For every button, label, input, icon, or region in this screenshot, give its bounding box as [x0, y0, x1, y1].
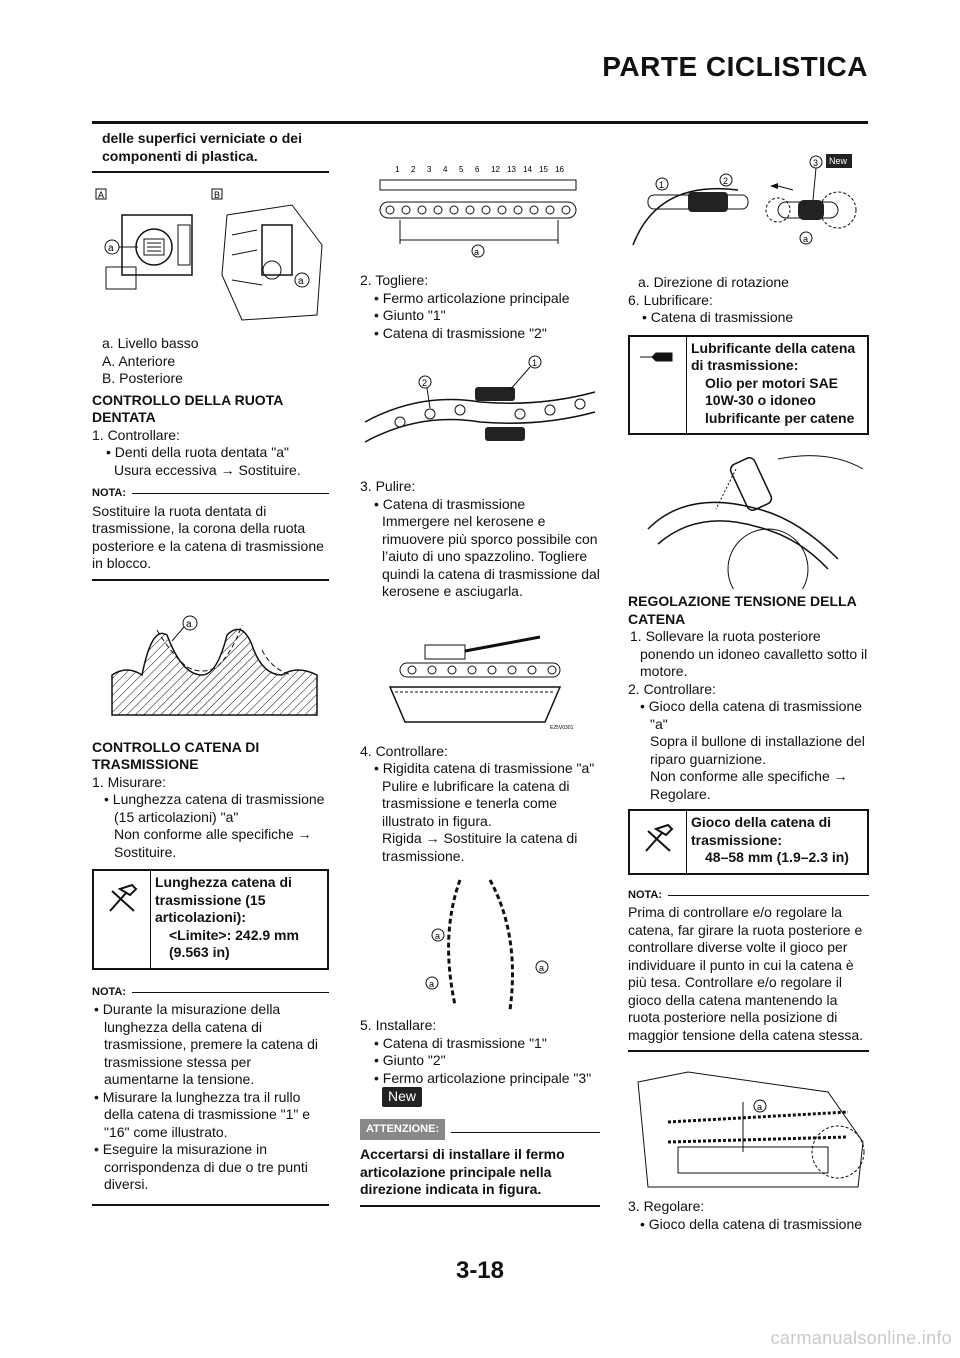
- bullet: • Rigidita catena di trasmissione "a": [374, 760, 595, 776]
- oil-can-icon: [630, 337, 687, 434]
- nota-label: NOTA:: [92, 985, 127, 998]
- nota-label: NOTA:: [628, 888, 663, 901]
- chain-length-figure: [360, 160, 600, 260]
- nota-heading: [92, 984, 329, 1002]
- header-rule: [92, 121, 868, 124]
- legend-item: A. Anteriore: [102, 352, 176, 369]
- figure-legend: a. Direzione di rotazione: [638, 274, 789, 290]
- new-badge: New: [829, 156, 848, 166]
- spec-value: <Limite>: 242.9 mm: [169, 926, 299, 943]
- chain-lubrication-figure: [628, 449, 869, 589]
- bullet: • Fermo articolazione principale: [374, 289, 570, 306]
- link-number: 14: [523, 165, 532, 174]
- bullet: • Catena di trasmissione "2": [374, 324, 547, 341]
- link-number: 13: [507, 165, 516, 174]
- step: 1. Sollevare la ruota posteriore ponendo un idoneo cavalletto sotto il motore.: [630, 628, 868, 679]
- link-number: 1: [395, 165, 400, 174]
- nota-item: • Misurare la lunghezza tra il rullo della catena di trasmissione "1" e "16" come illustrato.: [94, 1088, 311, 1140]
- callout-a: a: [186, 618, 192, 630]
- figure-label-a: A: [98, 190, 105, 200]
- link-number: 16: [555, 165, 564, 174]
- divider: [360, 1205, 600, 1207]
- nota-text: Prima di controllare e/o regolare la catena, far girare la ruota posteriore e controllare diverse volte il gioco per individuare il punto in cui la catena è più tesa. Controllare e/o regolare il gioco della catena mantenendo la ruota posteriore nella posizione di maggior tensione della catena stessa.: [628, 904, 864, 1043]
- step-text: Non conforme alle specifiche → Regolare.: [650, 768, 848, 802]
- attention-heading: [360, 1119, 600, 1141]
- section-title-catena: CONTROLLO CATENA DI TRASMISSIONE: [92, 738, 260, 772]
- wrench-icon: [94, 871, 151, 968]
- spec-value: 48–58 mm (1.9–2.3 in): [705, 849, 849, 865]
- wrench-icon: [630, 811, 687, 873]
- step: 3. Regolare:: [628, 1198, 705, 1214]
- bullet: • Gioco della catena di trasmissione: [640, 1215, 863, 1232]
- callout-a: a: [803, 234, 809, 244]
- spec-value: Olio per motori SAE 10W-30 o idoneo lubrificante per catene: [705, 374, 855, 426]
- watermark: carmanualsonline.info: [770, 1328, 952, 1348]
- spec-label: Lubrificante della catena di trasmissione:: [691, 339, 856, 373]
- new-badge: New: [382, 1087, 422, 1107]
- link-number: 15: [539, 165, 548, 174]
- divider: [92, 171, 329, 173]
- callout-a: a: [429, 979, 435, 989]
- chain-removal-figure: [360, 352, 600, 462]
- bullet: • Catena di trasmissione: [642, 309, 794, 325]
- attention-label: ATTENZIONE:: [360, 1119, 445, 1141]
- legend-item: a. Livello basso: [102, 335, 199, 351]
- nota-heading: [628, 887, 869, 905]
- column-3: [628, 150, 869, 1233]
- bullet: • Denti della ruota dentata "a": [106, 444, 289, 460]
- step-text: Usura eccessiva → Sostituire.: [114, 461, 301, 478]
- master-link-figure: [628, 150, 869, 262]
- link-number: 6: [475, 165, 480, 174]
- nota-item: • Eseguire la misurazione in corrispondenza di due o tre punti diversi.: [94, 1141, 308, 1192]
- callout-a: a: [435, 931, 441, 941]
- step: 6. Lubrificare:: [628, 291, 713, 308]
- chain-stiffness-figure: [360, 875, 600, 1015]
- divider: [92, 1204, 329, 1206]
- link-number: 5: [459, 165, 464, 174]
- callout-3: 3: [813, 158, 819, 168]
- link-number: 3: [427, 165, 432, 174]
- step: 5. Installare:: [360, 1017, 437, 1033]
- spec-label: Gioco della catena di trasmissione:: [691, 814, 832, 848]
- spec-box-chain-length: [92, 869, 329, 970]
- callout-1: 1: [659, 180, 665, 190]
- brake-fluid-figure: [92, 185, 329, 325]
- link-number: 12: [491, 165, 500, 174]
- callout-1: 1: [532, 358, 538, 368]
- link-number: 2: [411, 165, 416, 174]
- callout-2: 2: [723, 176, 729, 186]
- callout-a: a: [474, 247, 480, 257]
- bullet: • Lunghezza catena di trasmissione (15 articolazioni) "a": [104, 791, 325, 825]
- figure-label-b: B: [214, 190, 221, 200]
- spec-box-chain-slack: [628, 809, 869, 875]
- link-number: 4: [443, 165, 448, 174]
- nota-item: • Durante la misurazione della lunghezza della catena di trasmissione, premere la catena di trasmissione stessa per aumentarne la tensione.: [94, 1001, 318, 1087]
- figure-legend: [92, 335, 329, 388]
- sprocket-figure: [92, 605, 329, 725]
- legend-item: B. Posteriore: [102, 370, 183, 386]
- step: 3. Pulire:: [360, 478, 416, 494]
- divider: [628, 1050, 869, 1052]
- section-title-ruota: CONTROLLO DELLA RUOTA DENTATA: [92, 391, 283, 425]
- intro-text: delle superfici verniciate o dei componenti di plastica.: [102, 130, 302, 164]
- spec-box-lubricant: [628, 335, 869, 436]
- callout-a: a: [539, 963, 545, 973]
- bullet: • Giunto "1": [374, 307, 446, 323]
- nota-text: Sostituire la ruota dentata di trasmissione, la corona della ruota posteriore e la catena di trasmissione in blocco.: [92, 502, 324, 571]
- spec-value-imperial: (9.563 in): [169, 944, 230, 960]
- step-text: Rigida → Sostituire la catena di trasmissione.: [382, 830, 578, 864]
- chain-cleaning-figure: [360, 617, 600, 737]
- step: 2. Togliere:: [360, 272, 429, 288]
- bullet: • Giunto "2": [374, 1052, 446, 1068]
- section-title-regolazione: REGOLAZIONE TENSIONE DELLA CATENA: [628, 593, 857, 627]
- bullet: • Catena di trasmissione: [374, 495, 526, 512]
- column-1: [92, 130, 329, 1206]
- step-text: Non conforme alle specifiche → Sostituire.: [114, 826, 312, 860]
- step: 1. Misurare:: [92, 773, 166, 790]
- nota-label: NOTA:: [92, 487, 127, 499]
- page-number: 3-18: [455, 1257, 505, 1284]
- bullet: • Gioco della catena di trasmissione "a": [640, 698, 863, 732]
- chain-slack-figure: [628, 1062, 869, 1192]
- step: 4. Controllare:: [360, 742, 448, 759]
- bullet: • Fermo articolazione principale "3": [374, 1069, 592, 1086]
- spec-label: Lunghezza catena di trasmissione (15 articolazioni):: [155, 874, 292, 925]
- callout-a: a: [757, 1102, 763, 1112]
- step-text: Immergere nel kerosene e rimuovere più sporco possibile con l’aiuto di uno spazzolino. Togliere quindi la catena di trasmissione dal kerosene e asciugarla.: [382, 513, 600, 599]
- page-header-title: PARTE CICLISTICA: [602, 51, 868, 82]
- divider: [92, 579, 329, 581]
- callout-2: 2: [422, 378, 428, 388]
- step: 1. Controllare:: [92, 426, 180, 443]
- attention-text: Accertarsi di installare il fermo articolazione principale nella direzione indicata in figura.: [360, 1146, 565, 1197]
- step: 2. Controllare:: [628, 680, 716, 697]
- figure-code: E25V0301: [550, 724, 574, 731]
- bullet: • Catena di trasmissione "1": [374, 1034, 547, 1051]
- step-text: Pulire e lubrificare la catena di trasmissione e tenerla come illustrato in figura.: [382, 777, 570, 829]
- callout-a: a: [298, 276, 304, 287]
- callout-a: a: [108, 243, 114, 254]
- column-2: [360, 160, 600, 1207]
- nota-heading: [92, 485, 329, 503]
- step-text: Sopra il bullone di installazione del riparo guarnizione.: [650, 733, 865, 767]
